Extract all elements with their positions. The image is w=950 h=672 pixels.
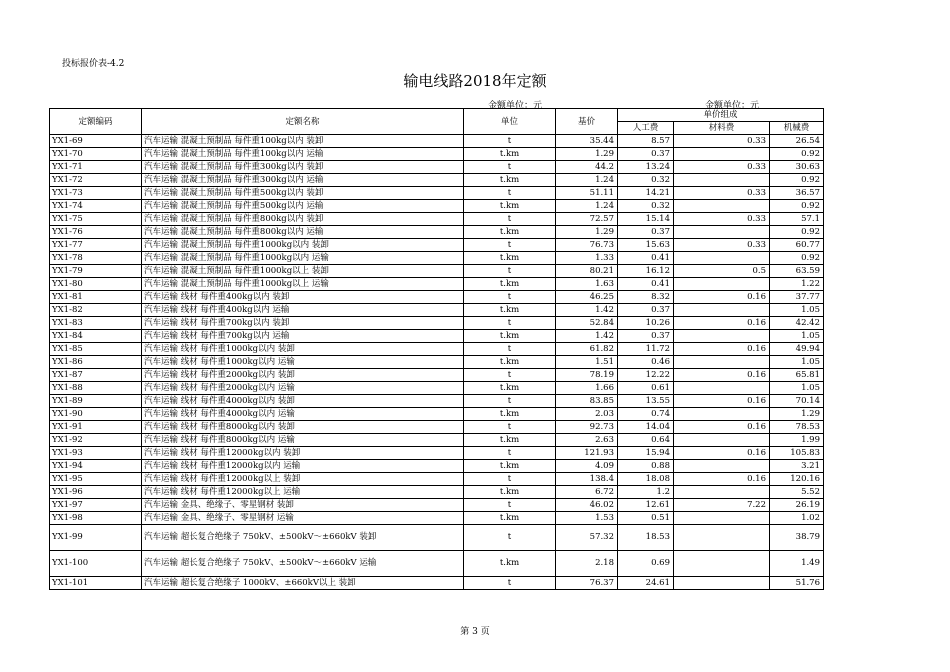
labor-cost-cell: 0.37 (618, 226, 674, 239)
labor-cost-cell: 0.46 (618, 356, 674, 369)
base-price-cell: 1.33 (556, 252, 618, 265)
machine-cost-cell: 36.57 (770, 187, 824, 200)
quota-code-cell: YX1-87 (50, 369, 142, 382)
unit-cell: t.km (464, 252, 556, 265)
machine-cost-cell: 60.77 (770, 239, 824, 252)
quota-name-cell: 汽车运输 线材 每件重700kg以内 运输 (142, 330, 464, 343)
machine-cost-cell: 70.14 (770, 395, 824, 408)
table-row (50, 304, 824, 317)
quota-name-cell: 汽车运输 混凝土预制品 每件重100kg以内 装卸 (142, 135, 464, 148)
labor-cost-cell: 8.57 (618, 135, 674, 148)
labor-cost-cell: 13.24 (618, 161, 674, 174)
table-row (50, 421, 824, 434)
quota-code-cell: YX1-80 (50, 278, 142, 291)
quota-name-cell: 汽车运输 线材 每件重12000kg以内 装卸 (142, 447, 464, 460)
quota-name-cell: 汽车运输 线材 每件重400kg以内 运输 (142, 304, 464, 317)
material-cost-cell (674, 486, 770, 499)
table-row (50, 577, 824, 590)
quota-name-cell: 汽车运输 混凝土预制品 每件重300kg以内 运输 (142, 174, 464, 187)
unit-cell: t (464, 577, 556, 590)
material-cost-cell (674, 382, 770, 395)
quota-name-cell: 汽车运输 混凝土预制品 每件重800kg以内 装卸 (142, 213, 464, 226)
unit-cell: t.km (464, 174, 556, 187)
unit-cell: t (464, 135, 556, 148)
table-row (50, 187, 824, 200)
labor-cost-cell: 0.32 (618, 200, 674, 213)
material-cost-cell: 0.5 (674, 265, 770, 278)
machine-cost-cell: 65.81 (770, 369, 824, 382)
material-cost-cell (674, 525, 770, 551)
quota-name-cell: 汽车运输 线材 每件重12000kg以内 运输 (142, 460, 464, 473)
quota-code-cell: YX1-99 (50, 525, 142, 551)
labor-cost-cell: 12.22 (618, 369, 674, 382)
base-price-cell: 6.72 (556, 486, 618, 499)
quota-code-cell: YX1-90 (50, 408, 142, 421)
material-cost-cell: 0.16 (674, 395, 770, 408)
machine-cost-cell: 1.05 (770, 330, 824, 343)
quota-code-cell: YX1-76 (50, 226, 142, 239)
header-quota-name: 定额名称 (142, 109, 464, 135)
quota-name-cell: 汽车运输 线材 每件重1000kg以内 运输 (142, 356, 464, 369)
material-cost-cell: 0.16 (674, 421, 770, 434)
unit-cell: t.km (464, 382, 556, 395)
unit-cell: t.km (464, 356, 556, 369)
labor-cost-cell: 13.55 (618, 395, 674, 408)
quota-code-cell: YX1-85 (50, 343, 142, 356)
table-row (50, 486, 824, 499)
material-cost-cell (674, 226, 770, 239)
unit-cell: t (464, 239, 556, 252)
base-price-cell: 1.66 (556, 382, 618, 395)
unit-cell: t (464, 291, 556, 304)
labor-cost-cell: 0.41 (618, 252, 674, 265)
quota-code-cell: YX1-97 (50, 499, 142, 512)
table-row (50, 174, 824, 187)
table-row (50, 330, 824, 343)
table-row (50, 343, 824, 356)
quota-code-cell: YX1-89 (50, 395, 142, 408)
table-row (50, 213, 824, 226)
quota-name-cell: 汽车运输 线材 每件重8000kg以内 装卸 (142, 421, 464, 434)
table-row (50, 278, 824, 291)
unit-cell: t (464, 317, 556, 330)
quota-code-cell: YX1-86 (50, 356, 142, 369)
header-material-cost: 材料费 (674, 122, 770, 135)
base-price-cell: 1.63 (556, 278, 618, 291)
material-cost-cell: 0.16 (674, 447, 770, 460)
base-price-cell: 57.32 (556, 525, 618, 551)
material-cost-cell (674, 330, 770, 343)
unit-cell: t.km (464, 304, 556, 317)
machine-cost-cell: 78.53 (770, 421, 824, 434)
unit-cell: t (464, 525, 556, 551)
unit-cell: t.km (464, 226, 556, 239)
machine-cost-cell: 1.99 (770, 434, 824, 447)
quota-code-cell: YX1-88 (50, 382, 142, 395)
material-cost-cell (674, 356, 770, 369)
unit-cell: t.km (464, 486, 556, 499)
base-price-cell: 1.24 (556, 200, 618, 213)
labor-cost-cell: 10.26 (618, 317, 674, 330)
unit-cell: t (464, 161, 556, 174)
quota-code-cell: YX1-96 (50, 486, 142, 499)
unit-cell: t (464, 187, 556, 200)
quota-name-cell: 汽车运输 混凝土预制品 每件重100kg以内 运输 (142, 148, 464, 161)
quota-code-cell: YX1-69 (50, 135, 142, 148)
header-machine-cost: 机械费 (770, 122, 824, 135)
table-row (50, 460, 824, 473)
quota-code-cell: YX1-70 (50, 148, 142, 161)
base-price-cell: 72.57 (556, 213, 618, 226)
quota-code-cell: YX1-98 (50, 512, 142, 525)
quota-name-cell: 汽车运输 混凝土预制品 每件重300kg以内 装卸 (142, 161, 464, 174)
quota-code-cell: YX1-82 (50, 304, 142, 317)
machine-cost-cell: 0.92 (770, 200, 824, 213)
quota-name-cell: 汽车运输 混凝土预制品 每件重1000kg以上 装卸 (142, 265, 464, 278)
material-cost-cell: 0.16 (674, 473, 770, 486)
machine-cost-cell: 3.21 (770, 460, 824, 473)
quota-name-cell: 汽车运输 线材 每件重700kg以内 装卸 (142, 317, 464, 330)
table-row (50, 252, 824, 265)
labor-cost-cell: 0.37 (618, 330, 674, 343)
labor-cost-cell: 0.88 (618, 460, 674, 473)
base-price-cell: 76.73 (556, 239, 618, 252)
base-price-cell: 2.63 (556, 434, 618, 447)
quota-name-cell: 汽车运输 超长复合绝缘子 750kV、±500kV～±660kV 装卸 (142, 525, 464, 551)
material-cost-cell (674, 434, 770, 447)
machine-cost-cell: 1.49 (770, 551, 824, 577)
machine-cost-cell: 1.02 (770, 512, 824, 525)
base-price-cell: 1.29 (556, 148, 618, 161)
unit-cell: t.km (464, 460, 556, 473)
labor-cost-cell: 1.2 (618, 486, 674, 499)
labor-cost-cell: 8.32 (618, 291, 674, 304)
machine-cost-cell: 49.94 (770, 343, 824, 356)
base-price-cell: 76.37 (556, 577, 618, 590)
quota-code-cell: YX1-92 (50, 434, 142, 447)
labor-cost-cell: 15.63 (618, 239, 674, 252)
page-number: 第 3 页 (460, 627, 490, 637)
quota-name-cell: 汽车运输 混凝土预制品 每件重500kg以内 装卸 (142, 187, 464, 200)
quota-name-cell: 汽车运输 线材 每件重4000kg以内 运输 (142, 408, 464, 421)
base-price-cell: 83.85 (556, 395, 618, 408)
table-row (50, 551, 824, 577)
material-cost-cell (674, 460, 770, 473)
machine-cost-cell: 0.92 (770, 226, 824, 239)
labor-cost-cell: 14.04 (618, 421, 674, 434)
table-row (50, 265, 824, 278)
unit-cell: t.km (464, 512, 556, 525)
quota-name-cell: 汽车运输 混凝土预制品 每件重1000kg以内 装卸 (142, 239, 464, 252)
machine-cost-cell: 120.16 (770, 473, 824, 486)
machine-cost-cell: 42.42 (770, 317, 824, 330)
quota-name-cell: 汽车运输 混凝土预制品 每件重500kg以内 运输 (142, 200, 464, 213)
base-price-cell: 46.25 (556, 291, 618, 304)
machine-cost-cell: 0.92 (770, 148, 824, 161)
base-price-cell: 92.73 (556, 421, 618, 434)
labor-cost-cell: 0.61 (618, 382, 674, 395)
machine-cost-cell: 26.19 (770, 499, 824, 512)
table-row (50, 317, 824, 330)
quota-code-cell: YX1-91 (50, 421, 142, 434)
unit-cell: t.km (464, 200, 556, 213)
quota-name-cell: 汽车运输 超长复合绝缘子 750kV、±500kV～±660kV 运输 (142, 551, 464, 577)
material-cost-cell: 0.33 (674, 187, 770, 200)
quota-code-cell: YX1-93 (50, 447, 142, 460)
material-cost-cell: 0.16 (674, 317, 770, 330)
labor-cost-cell: 15.14 (618, 213, 674, 226)
labor-cost-cell: 16.12 (618, 265, 674, 278)
header-base-price: 基价 (556, 109, 618, 135)
material-cost-cell (674, 551, 770, 577)
base-price-cell: 1.29 (556, 226, 618, 239)
labor-cost-cell: 0.32 (618, 174, 674, 187)
machine-cost-cell: 1.05 (770, 356, 824, 369)
machine-cost-cell: 1.29 (770, 408, 824, 421)
unit-cell: t.km (464, 408, 556, 421)
labor-cost-cell: 0.69 (618, 551, 674, 577)
quota-code-cell: YX1-72 (50, 174, 142, 187)
base-price-cell: 1.24 (556, 174, 618, 187)
quota-code-cell: YX1-79 (50, 265, 142, 278)
unit-cell: t (464, 473, 556, 486)
labor-cost-cell: 24.61 (618, 577, 674, 590)
machine-cost-cell: 1.22 (770, 278, 824, 291)
base-price-cell: 35.44 (556, 135, 618, 148)
machine-cost-cell: 5.52 (770, 486, 824, 499)
quota-code-cell: YX1-84 (50, 330, 142, 343)
material-cost-cell (674, 304, 770, 317)
quota-name-cell: 汽车运输 金具、绝缘子、零星钢材 运输 (142, 512, 464, 525)
table-row (50, 200, 824, 213)
table-row (50, 226, 824, 239)
quota-code-cell: YX1-101 (50, 577, 142, 590)
table-row (50, 239, 824, 252)
base-price-cell: 1.42 (556, 304, 618, 317)
machine-cost-cell: 51.76 (770, 577, 824, 590)
unit-cell: t (464, 447, 556, 460)
header-price-composition: 单价组成 (618, 109, 824, 122)
quota-code-cell: YX1-100 (50, 551, 142, 577)
machine-cost-cell: 63.59 (770, 265, 824, 278)
material-cost-cell (674, 278, 770, 291)
form-number: 投标报价表-4.2 (62, 59, 125, 69)
base-price-cell: 51.11 (556, 187, 618, 200)
machine-cost-cell: 1.05 (770, 382, 824, 395)
quota-table (49, 108, 824, 590)
labor-cost-cell: 12.61 (618, 499, 674, 512)
unit-cell: t.km (464, 551, 556, 577)
material-cost-cell (674, 408, 770, 421)
material-cost-cell: 0.16 (674, 343, 770, 356)
quota-name-cell: 汽车运输 混凝土预制品 每件重800kg以内 运输 (142, 226, 464, 239)
material-cost-cell: 0.33 (674, 161, 770, 174)
quota-code-cell: YX1-78 (50, 252, 142, 265)
quota-code-cell: YX1-81 (50, 291, 142, 304)
quota-code-cell: YX1-77 (50, 239, 142, 252)
header-quota-code: 定额编码 (50, 109, 142, 135)
unit-cell: t (464, 213, 556, 226)
material-cost-cell: 0.33 (674, 213, 770, 226)
labor-cost-cell: 0.37 (618, 148, 674, 161)
table-row (50, 291, 824, 304)
quota-code-cell: YX1-73 (50, 187, 142, 200)
unit-cell: t.km (464, 148, 556, 161)
quota-name-cell: 汽车运输 线材 每件重400kg以内 装卸 (142, 291, 464, 304)
table-row (50, 135, 824, 148)
labor-cost-cell: 18.53 (618, 525, 674, 551)
material-cost-cell (674, 512, 770, 525)
unit-cell: t (464, 369, 556, 382)
labor-cost-cell: 14.21 (618, 187, 674, 200)
table-row (50, 525, 824, 551)
base-price-cell: 1.51 (556, 356, 618, 369)
machine-cost-cell: 26.54 (770, 135, 824, 148)
base-price-cell: 2.03 (556, 408, 618, 421)
quota-code-cell: YX1-71 (50, 161, 142, 174)
machine-cost-cell: 30.63 (770, 161, 824, 174)
material-cost-cell (674, 174, 770, 187)
labor-cost-cell: 0.41 (618, 278, 674, 291)
table-row (50, 499, 824, 512)
table-row (50, 408, 824, 421)
unit-cell: t.km (464, 330, 556, 343)
header-labor-cost: 人工费 (618, 122, 674, 135)
table-row (50, 473, 824, 486)
quota-name-cell: 汽车运输 线材 每件重8000kg以内 运输 (142, 434, 464, 447)
unit-cell: t (464, 499, 556, 512)
table-row (50, 434, 824, 447)
quota-name-cell: 汽车运输 线材 每件重1000kg以内 装卸 (142, 343, 464, 356)
amount-unit-label-left: 金额单位：元 (488, 101, 543, 111)
header-unit: 单位 (464, 109, 556, 135)
labor-cost-cell: 0.37 (618, 304, 674, 317)
table-row (50, 369, 824, 382)
labor-cost-cell: 0.64 (618, 434, 674, 447)
base-price-cell: 121.93 (556, 447, 618, 460)
material-cost-cell: 0.16 (674, 369, 770, 382)
unit-cell: t (464, 265, 556, 278)
quota-name-cell: 汽车运输 金具、绝缘子、零星钢材 装卸 (142, 499, 464, 512)
quota-code-cell: YX1-94 (50, 460, 142, 473)
unit-cell: t (464, 343, 556, 356)
machine-cost-cell: 37.77 (770, 291, 824, 304)
quota-name-cell: 汽车运输 线材 每件重2000kg以内 运输 (142, 382, 464, 395)
amount-unit-label-right: 金额单位：元 (705, 101, 760, 111)
table-row (50, 395, 824, 408)
quota-name-cell: 汽车运输 混凝土预制品 每件重1000kg以上 运输 (142, 278, 464, 291)
table-row (50, 512, 824, 525)
material-cost-cell (674, 200, 770, 213)
quota-name-cell: 汽车运输 混凝土预制品 每件重1000kg以内 运输 (142, 252, 464, 265)
labor-cost-cell: 11.72 (618, 343, 674, 356)
labor-cost-cell: 18.08 (618, 473, 674, 486)
quota-name-cell: 汽车运输 线材 每件重12000kg以上 运输 (142, 486, 464, 499)
material-cost-cell: 0.33 (674, 135, 770, 148)
quota-name-cell: 汽车运输 超长复合绝缘子 1000kV、±660kV以上 装卸 (142, 577, 464, 590)
labor-cost-cell: 0.74 (618, 408, 674, 421)
machine-cost-cell: 0.92 (770, 174, 824, 187)
material-cost-cell: 0.16 (674, 291, 770, 304)
machine-cost-cell: 1.05 (770, 304, 824, 317)
quota-name-cell: 汽车运输 线材 每件重2000kg以内 装卸 (142, 369, 464, 382)
quota-name-cell: 汽车运输 线材 每件重12000kg以上 装卸 (142, 473, 464, 486)
base-price-cell: 1.42 (556, 330, 618, 343)
base-price-cell: 61.82 (556, 343, 618, 356)
table-row (50, 161, 824, 174)
quota-code-cell: YX1-75 (50, 213, 142, 226)
material-cost-cell: 0.33 (674, 239, 770, 252)
material-cost-cell (674, 252, 770, 265)
labor-cost-cell: 0.51 (618, 512, 674, 525)
base-price-cell: 138.4 (556, 473, 618, 486)
unit-cell: t.km (464, 278, 556, 291)
table-row (50, 148, 824, 161)
base-price-cell: 80.21 (556, 265, 618, 278)
page-title: 输电线路2018年定额 (403, 72, 547, 90)
quota-code-cell: YX1-83 (50, 317, 142, 330)
base-price-cell: 52.84 (556, 317, 618, 330)
unit-cell: t.km (464, 434, 556, 447)
base-price-cell: 4.09 (556, 460, 618, 473)
base-price-cell: 2.18 (556, 551, 618, 577)
labor-cost-cell: 15.94 (618, 447, 674, 460)
base-price-cell: 46.02 (556, 499, 618, 512)
machine-cost-cell: 38.79 (770, 525, 824, 551)
quota-name-cell: 汽车运输 线材 每件重4000kg以内 装卸 (142, 395, 464, 408)
table-body (50, 135, 824, 590)
table-row (50, 382, 824, 395)
machine-cost-cell: 0.92 (770, 252, 824, 265)
quota-code-cell: YX1-95 (50, 473, 142, 486)
base-price-cell: 44.2 (556, 161, 618, 174)
material-cost-cell (674, 577, 770, 590)
material-cost-cell (674, 148, 770, 161)
table-row (50, 447, 824, 460)
quota-code-cell: YX1-74 (50, 200, 142, 213)
machine-cost-cell: 57.1 (770, 213, 824, 226)
material-cost-cell: 7.22 (674, 499, 770, 512)
table-row (50, 356, 824, 369)
base-price-cell: 1.53 (556, 512, 618, 525)
base-price-cell: 78.19 (556, 369, 618, 382)
machine-cost-cell: 105.83 (770, 447, 824, 460)
unit-cell: t (464, 395, 556, 408)
unit-cell: t (464, 421, 556, 434)
